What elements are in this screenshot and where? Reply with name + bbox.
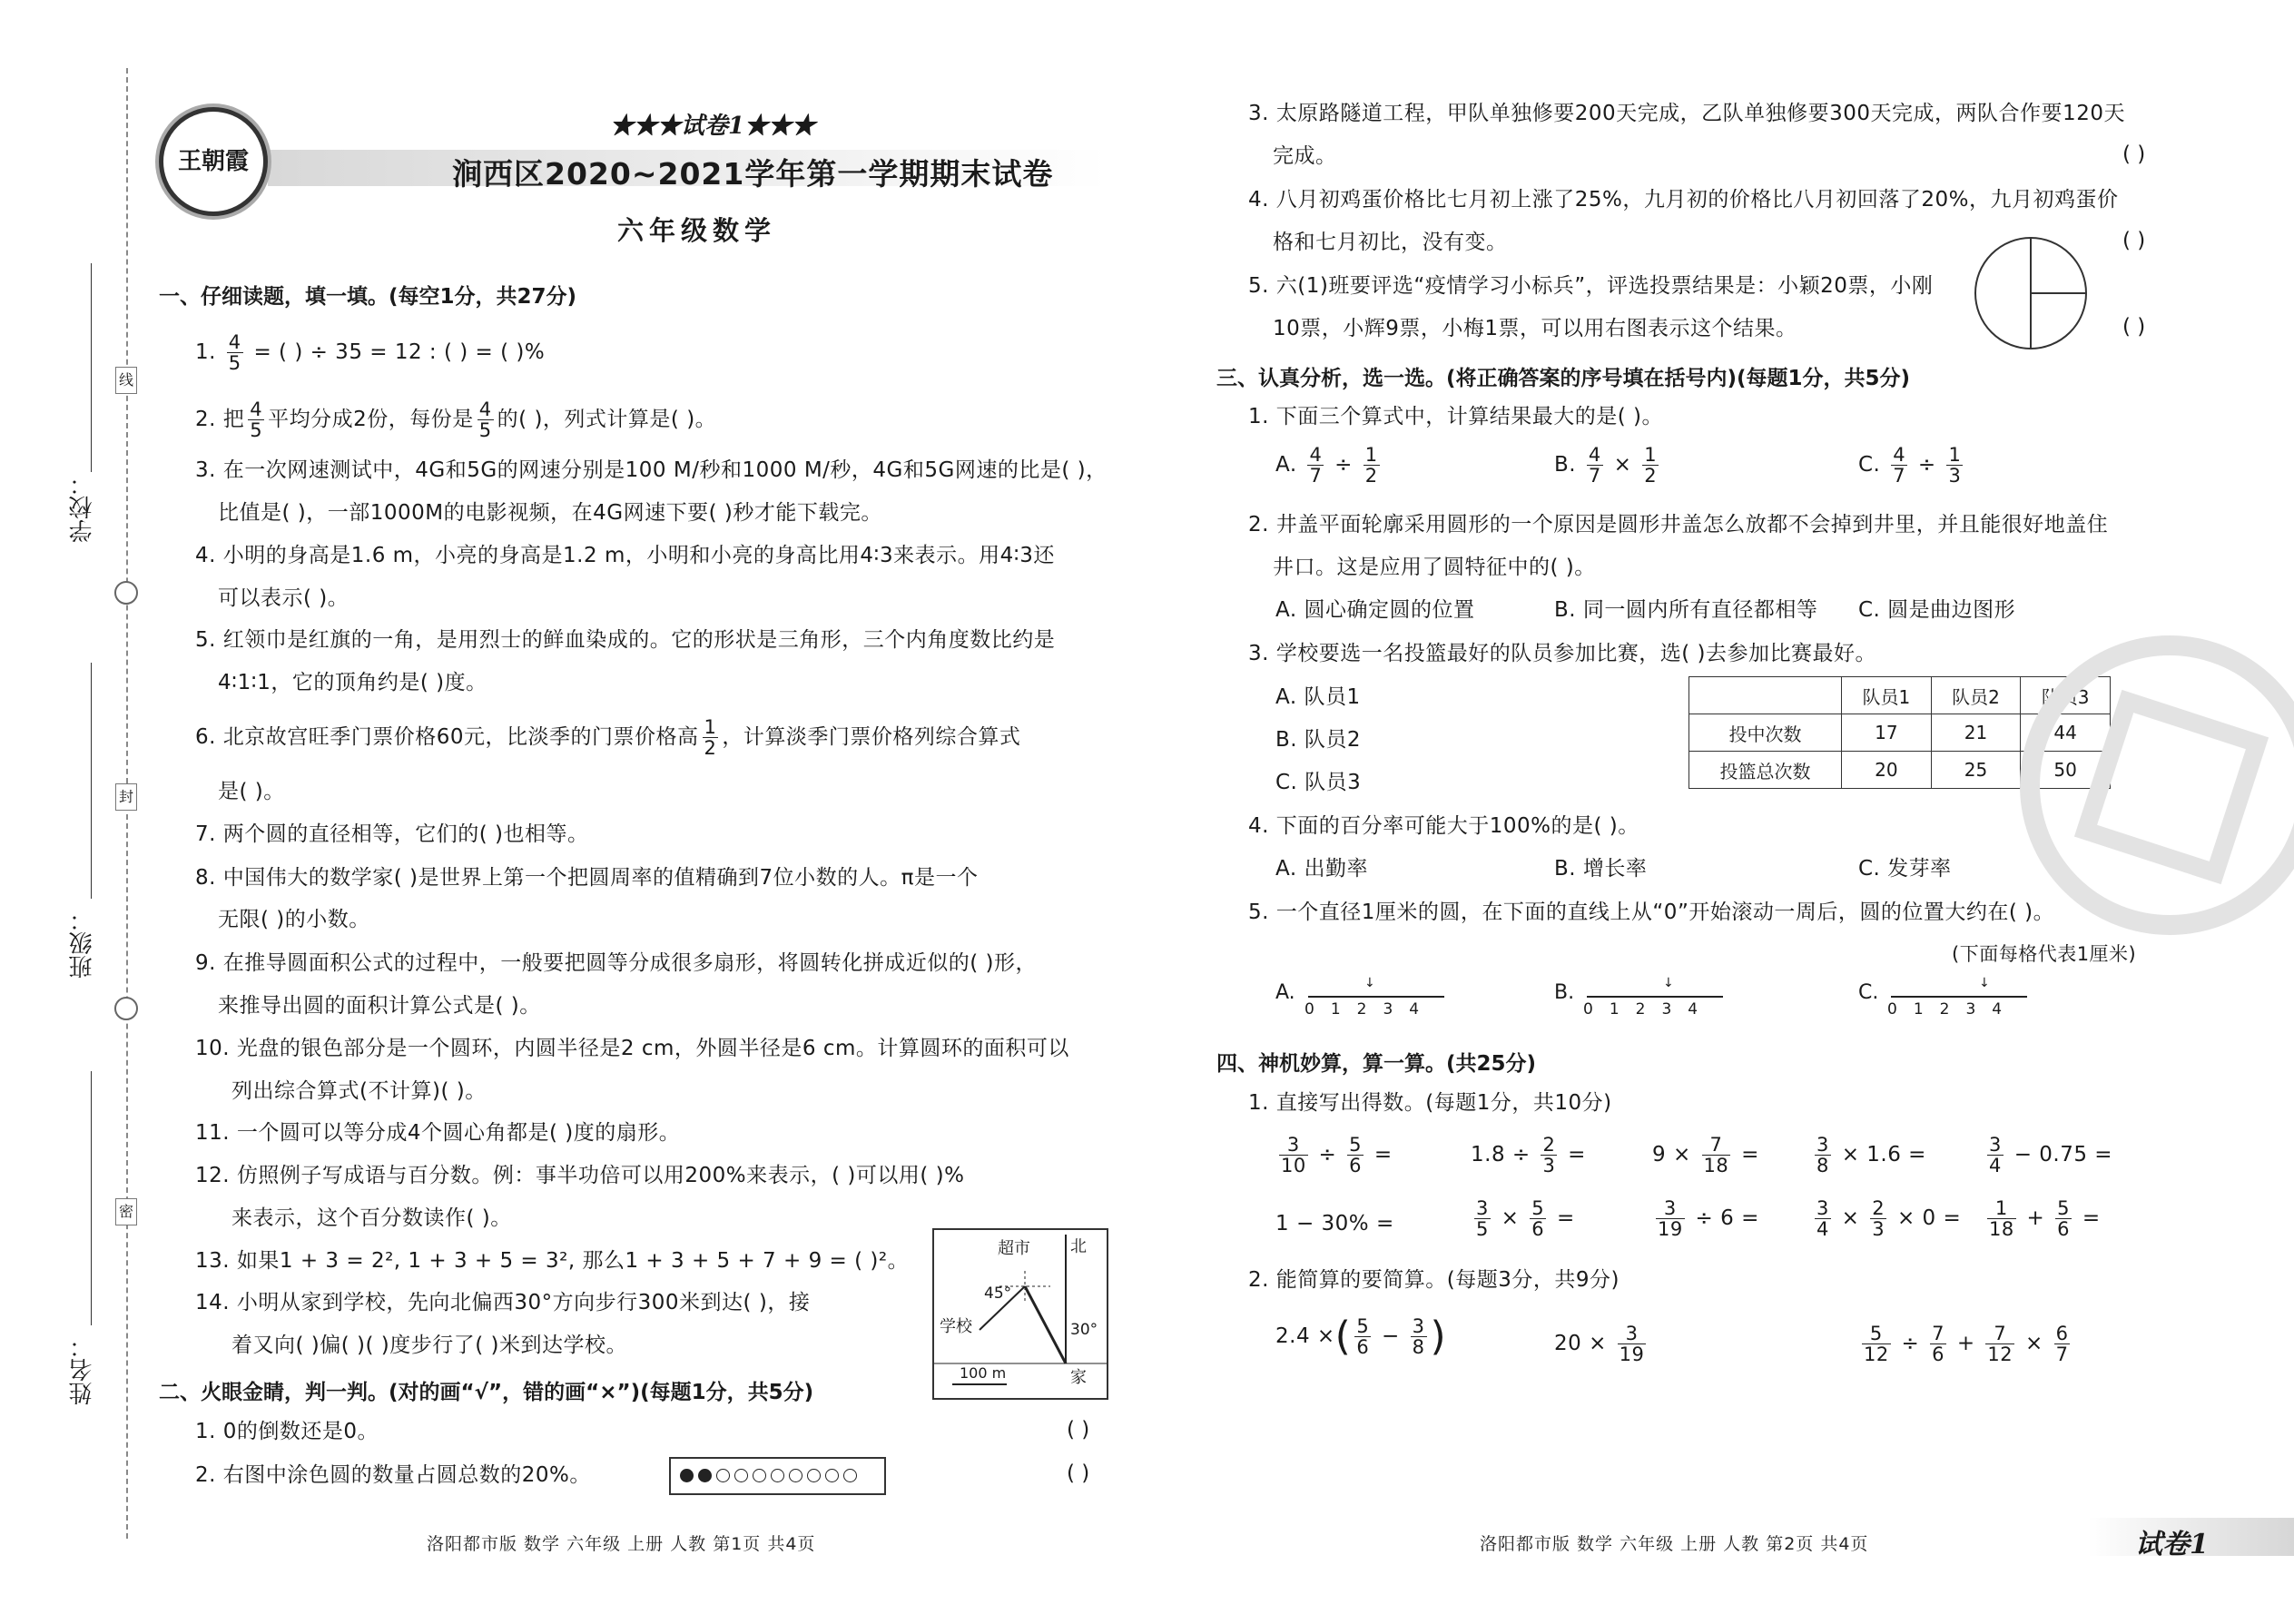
- simplify-2: [1554, 1324, 1649, 1364]
- axis-line: [1587, 996, 1723, 998]
- q1-14-l1: 14. 小明从家到学校，先向北偏西30°方向步行300米到达( )，接: [195, 1291, 811, 1314]
- table-header: [1689, 677, 1842, 714]
- calc-8: $\frac{3}{19}$ ÷ 6 =: [1658, 1197, 1759, 1240]
- number-line-c: [1858, 976, 2040, 1021]
- q3-2-l2: 井口。这是应用了圆特征中的( )。: [1273, 556, 1596, 579]
- circle-empty-icon: [771, 1469, 784, 1482]
- q3-4: 4. 下面的百分率可能大于100%的是( )。: [1248, 814, 1639, 838]
- fraction: $\frac{2}{3}$: [1872, 1197, 1885, 1240]
- q-number: 1.: [195, 340, 216, 364]
- fraction: $\frac{4}{5}$: [250, 399, 263, 441]
- q2-3-l1: 3. 太原路隧道工程，甲队单独修要200天完成，乙队单独修要300天完成，两队合作要120天: [1248, 102, 2125, 125]
- q2-4-l1: 4. 八月初鸡蛋价格比七月初上涨了25%，九月初的价格比八月初回落了20%，九月初鸡蛋价: [1248, 188, 2119, 212]
- q1-7: 7. 两个圆的直径相等，它们的( )也相等。: [195, 822, 589, 846]
- arrow-down-icon: ↓: [1364, 976, 1375, 990]
- q1-3-l2: 比值是( )，一部1000M的电影视频，在4G网速下要( )秒才能下载完。: [218, 501, 882, 525]
- table-cell: 50: [2021, 752, 2111, 789]
- equals: =: [1556, 1206, 1575, 1230]
- q2-5-blank[interactable]: ( ): [2122, 315, 2146, 339]
- axis-line: [1891, 996, 2027, 998]
- q2-1-blank[interactable]: ( ): [1067, 1418, 1090, 1442]
- map-home: 家: [1070, 1368, 1087, 1387]
- q3-2-l1: 2. 井盖平面轮廓采用圆形的一个原因是圆形井盖怎么放都不会掉到井里，并且能很好地盖住: [1248, 513, 2109, 536]
- q1-6-l2: 是( )。: [218, 780, 285, 803]
- equals: =: [2082, 1206, 2101, 1230]
- q1-9-l1: 9. 在推导圆面积公式的过程中，一般要把圆等分成很多扇形，将圆转化拼成近似的( )形，: [195, 951, 1038, 975]
- section1-title: 一、仔细读题，填一填。(每空1分，共27分): [159, 285, 577, 309]
- option-label: A.: [1275, 453, 1297, 477]
- q-text: 平均分成2份，每份是: [268, 408, 474, 431]
- q3-4-a: A. 出勤率: [1275, 857, 1368, 881]
- q-text: = ( ) ÷ 35 = 12 : ( ) = ( )%: [253, 340, 546, 364]
- circle-filled-icon: [698, 1469, 712, 1482]
- section4-title: 四、神机妙算，算一算。(共25分): [1216, 1052, 1537, 1076]
- fraction: $\frac{3}{5}$: [1476, 1197, 1489, 1240]
- calc-text: 2.4 ×: [1275, 1324, 1335, 1348]
- fraction: $\frac{4}{5}$: [228, 331, 241, 374]
- calc-10: $\frac{1}{18}$ + $\frac{5}{6}$ =: [1989, 1197, 2101, 1240]
- table-cell: 17: [1842, 714, 1932, 752]
- fraction: $\frac{3}{10}$: [1281, 1134, 1306, 1176]
- q1-4-l2: 可以表示( )。: [218, 586, 350, 610]
- name-label: 姓名：: [69, 1334, 96, 1405]
- q-text: 的( )，列式计算是( )。: [497, 408, 717, 431]
- circle-empty-icon: [825, 1469, 839, 1482]
- calc-9: $\frac{3}{4}$ × $\frac{2}{3}$ × 0 =: [1816, 1197, 1962, 1240]
- circle-empty-icon: [789, 1469, 802, 1482]
- q3-2-b: B. 同一圆内所有直径都相等: [1554, 598, 1818, 622]
- calc-1: $\frac{3}{10}$ ÷ $\frac{5}{6}$ =: [1281, 1134, 1393, 1176]
- fraction: $\frac{5}{6}$: [1531, 1197, 1545, 1240]
- q1-9-l2: 来推导出圆的面积计算公式是( )。: [218, 994, 541, 1018]
- circle-empty-icon: [734, 1469, 748, 1482]
- q-text: 2. 把: [195, 408, 245, 431]
- number-line-a: [1275, 976, 1457, 1021]
- binding-hole-icon: [114, 997, 138, 1020]
- class-label: 班级：: [69, 908, 96, 979]
- section3-title: 三、认真分析，选一选。(将正确答案的序号填在括号内)(每题1分，共5分): [1216, 367, 1911, 390]
- logo-text: 王朝霞: [177, 148, 249, 175]
- calc-5: [1984, 1135, 2112, 1176]
- circle-empty-icon: [716, 1469, 730, 1482]
- number-line-b: [1554, 976, 1736, 1021]
- fraction: $\frac{1}{2}$: [704, 716, 717, 759]
- table-header: 队员2: [1931, 677, 2021, 714]
- fraction: $\frac{1}{2}$: [1644, 444, 1658, 487]
- q1-1: [195, 332, 545, 373]
- q3-3-b: B. 队员2: [1275, 728, 1362, 752]
- q3-4-b: B. 增长率: [1554, 857, 1648, 881]
- calc-text: 1.8 ÷: [1471, 1143, 1531, 1166]
- option-label: B.: [1554, 453, 1577, 477]
- table-cell: 20: [1842, 752, 1932, 789]
- table-cell: 投中次数: [1689, 714, 1842, 752]
- fraction: $\frac{3}{8}$: [1412, 1315, 1425, 1358]
- table-cell: 25: [1931, 752, 2021, 789]
- q-text: 6. 北京故宫旺季门票价格60元，比淡季的门票价格高: [195, 725, 699, 749]
- q3-1-a: A. $\frac{4}{7}$ ÷ $\frac{1}{2}$: [1275, 444, 1378, 487]
- option-label: A.: [1275, 981, 1295, 1004]
- q1-13: 13. 如果1 + 3 = 2², 1 + 3 + 5 = 3², 那么1 + 3 + 5 + 7 + 9 = ( )²。: [195, 1249, 910, 1273]
- q4-sub2: 2. 能简算的要简算。(每题3分，共9分): [1248, 1268, 1620, 1292]
- q2-3-blank[interactable]: ( ): [2122, 143, 2146, 166]
- map-scale: 100 m: [960, 1364, 1007, 1382]
- table-cell: 44: [2021, 714, 2111, 752]
- option-label: B.: [1554, 981, 1575, 1004]
- fraction: $\frac{7}{6}$: [1932, 1323, 1945, 1365]
- q1-8-l2: 无限( )的小数。: [218, 908, 370, 931]
- vote-pie-chart: [1972, 234, 2090, 352]
- q3-2-a: A. 圆心确定圆的位置: [1275, 598, 1475, 622]
- map-angle1: 45°: [984, 1284, 1012, 1303]
- table-header: 队员1: [1842, 677, 1932, 714]
- option-label: C.: [1858, 981, 1879, 1004]
- q1-3-l1: 3. 在一次网速测试中，4G和5G的网速分别是100 M/秒和1000 M/秒，4G和5G网速的比是( )，: [195, 458, 1108, 482]
- binding-hole-icon: [114, 581, 138, 605]
- q3-1-b: B. $\frac{4}{7}$ × $\frac{1}{2}$: [1554, 444, 1658, 487]
- simplify-3: $\frac{5}{12}$ ÷ $\frac{7}{6}$ + $\frac{7}{12}$ × $\frac{6}{7}$: [1864, 1323, 2069, 1365]
- q3-1: 1. 下面三个算式中，计算结果最大的是( )。: [1248, 405, 1664, 428]
- calc-2: [1471, 1135, 1586, 1176]
- mark-mi: 密: [115, 1198, 137, 1225]
- exam-title: 涧西区2020~2021学年第一学期期末试卷: [452, 156, 1054, 192]
- q3-4-c: C. 发芽率: [1858, 857, 1952, 881]
- q2-1: 1. 0的倒数还是0。: [195, 1420, 379, 1443]
- fraction: $\frac{3}{19}$: [1619, 1323, 1645, 1365]
- table-cell: 投篮总次数: [1689, 752, 1842, 789]
- axis-ticks: 01234: [1887, 1000, 2019, 1019]
- q1-11: 11. 一个圆可以等分成4个圆心角都是( )度的扇形。: [195, 1121, 681, 1145]
- equals: =: [1943, 1206, 1962, 1230]
- q3-3-a: A. 队员1: [1275, 685, 1361, 709]
- equals: =: [1373, 1143, 1393, 1166]
- table-header: 队员3: [2021, 677, 2111, 714]
- watermark-glyph: [2074, 690, 2269, 884]
- fraction: $\frac{2}{3}$: [1542, 1134, 1556, 1176]
- calc-7: $\frac{3}{5}$ × $\frac{5}{6}$ =: [1476, 1197, 1575, 1240]
- q1-5-l2: 4∶1∶1，它的顶角约是( )度。: [218, 671, 487, 694]
- circle-filled-icon: [680, 1469, 694, 1482]
- circle-empty-icon: [843, 1469, 857, 1482]
- q1-10-l1: 10. 光盘的银色部分是一个圆环，内圆半径是2 cm，外圆半径是6 cm。计算圆环的面积可以: [195, 1037, 1069, 1060]
- fraction: $\frac{5}{6}$: [2057, 1197, 2071, 1240]
- fraction: $\frac{5}{6}$: [1356, 1315, 1370, 1358]
- watermark-seal: [2020, 635, 2294, 935]
- q3-3-c: C. 队员3: [1275, 771, 1362, 794]
- arrow-down-icon: ↓: [1979, 976, 1990, 990]
- simplify-1: 2.4 ×( $\frac{5}{6}$ − $\frac{3}{8}$ ): [1275, 1313, 1447, 1360]
- map-angle2: 30°: [1070, 1321, 1098, 1339]
- class-line: [91, 663, 92, 899]
- q1-6-l1: [195, 717, 1020, 758]
- exam-subject: 六年级数学: [617, 215, 777, 246]
- fraction: $\frac{5}{12}$: [1864, 1323, 1889, 1365]
- q1-5-l1: 5. 红领巾是红旗的一角，是用烈士的鲜血染成的。它的形状是三角形，三个内角度数比约是: [195, 628, 1056, 652]
- q3-1-c: C. $\frac{4}{7}$ ÷ $\frac{1}{3}$: [1858, 444, 1962, 487]
- circle-empty-icon: [753, 1469, 766, 1482]
- q2-4-l2: 格和七月初比，没有变。: [1273, 231, 1508, 254]
- fraction: $\frac{1}{2}$: [1364, 444, 1378, 487]
- fraction: $\frac{3}{19}$: [1658, 1197, 1683, 1240]
- q1-12-l2: 来表示，这个百分数读作( )。: [231, 1206, 512, 1230]
- equals: =: [1741, 1143, 1759, 1166]
- direction-map: [932, 1228, 1108, 1400]
- q3-2-c: C. 圆是曲边图形: [1858, 598, 2016, 622]
- fraction: $\frac{6}{7}$: [2055, 1323, 2069, 1365]
- axis-ticks: 01234: [1305, 1000, 1436, 1019]
- fraction: $\frac{3}{4}$: [1816, 1197, 1829, 1240]
- q1-2: [195, 399, 716, 440]
- calc-6: 1 − 30% =: [1275, 1212, 1394, 1235]
- fraction: $\frac{3}{4}$: [1989, 1134, 2002, 1176]
- arrow-down-icon: ↓: [1663, 976, 1674, 990]
- name-line: [91, 1071, 92, 1325]
- school-line: [91, 263, 92, 472]
- fraction: $\frac{7}{12}$: [1987, 1323, 2013, 1365]
- q2-5-l1: 5. 六(1)班要评选“疫情学习小标兵”，评选投票结果是：小颖20票，小刚: [1248, 274, 1934, 298]
- q3-3: 3. 学校要选一名投篮最好的队员参加比赛，选( )去参加比赛最好。: [1248, 642, 1877, 665]
- fraction: $\frac{1}{18}$: [1989, 1197, 2014, 1240]
- axis-ticks: 01234: [1583, 1000, 1715, 1019]
- school-label: 学校：: [69, 472, 96, 543]
- calc-text: × 1.6 =: [1841, 1143, 1926, 1166]
- q1-10-l2: 列出综合算式(不计算)( )。: [231, 1079, 487, 1103]
- q1-14-l2: 着又向( )偏( )( )度步行了( )米到达学校。: [231, 1334, 628, 1357]
- axis-line: [1308, 996, 1444, 998]
- q3-5-note: (下面每格代表1厘米): [1952, 943, 2137, 965]
- footer-right: 洛阳都市版 数学 六年级 上册 人教 第2页 共4页: [1480, 1534, 1869, 1554]
- q1-12-l1: 12. 仿照例子写成语与百分数。例：事半功倍可以用200%来表示，( )可以用( )%: [195, 1164, 965, 1187]
- q4-sub1: 1. 直接写出得数。(每题1分，共10分): [1248, 1091, 1612, 1115]
- fraction: $\frac{5}{6}$: [1349, 1134, 1363, 1176]
- series-badge: ★★★试卷1★★★: [610, 113, 816, 140]
- q2-4-blank[interactable]: ( ): [2122, 229, 2146, 252]
- map-north: 北: [1070, 1237, 1087, 1256]
- map-supermarket: 超市: [998, 1239, 1030, 1258]
- calc-text: 9 ×: [1652, 1143, 1691, 1166]
- calc-text: 20 ×: [1554, 1332, 1607, 1355]
- q1-8-l1: 8. 中国伟大的数学家( )是世界上第一个把圆周率的值精确到7位小数的人。π是一个: [195, 866, 979, 890]
- fraction: $\frac{7}{18}$: [1703, 1134, 1729, 1176]
- equals: =: [1741, 1206, 1759, 1230]
- logo-seal: [159, 107, 268, 216]
- map-school: 学校: [940, 1317, 972, 1336]
- footer-left: 洛阳都市版 数学 六年级 上册 人教 第1页 共4页: [427, 1534, 816, 1554]
- option-label: C.: [1858, 453, 1881, 477]
- q2-2-blank[interactable]: ( ): [1067, 1462, 1090, 1485]
- q2-2: 2. 右图中涂色圆的数量占圆总数的20%。: [195, 1463, 591, 1487]
- equals: =: [1568, 1143, 1586, 1166]
- calc-3: [1652, 1135, 1759, 1176]
- fraction: $\frac{1}{3}$: [1948, 444, 1962, 487]
- table-cell: 21: [1931, 714, 2021, 752]
- section2-title: 二、火眼金睛，判一判。(对的画“√”，错的画“×”)(每题1分，共5分): [159, 1381, 814, 1404]
- q1-4-l1: 4. 小明的身高是1.6 m，小亮的身高是1.2 m，小明和小亮的身高比用4∶3来表示。用4∶3还: [195, 544, 1055, 567]
- q2-3-l2: 完成。: [1273, 144, 1337, 168]
- fraction: $\frac{4}{7}$: [1309, 444, 1323, 487]
- circles-figure: [669, 1457, 886, 1495]
- footer-badge: 试卷1: [2135, 1529, 2209, 1560]
- mark-feng: 封: [115, 783, 137, 811]
- fraction: $\frac{4}{5}$: [478, 399, 492, 441]
- calc-4: [1811, 1135, 1926, 1176]
- q2-5-l2: 10票，小辉9票，小梅1票，可以用右图表示这个结果。: [1273, 317, 1797, 340]
- q-text: ，计算淡季门票价格列综合算式: [722, 725, 1021, 749]
- q3-5: 5. 一个直径1厘米的圆，在下面的直线上从“0”开始滚动一周后，圆的位置大约在( )。: [1248, 901, 2055, 924]
- fraction: $\frac{4}{7}$: [1588, 444, 1601, 487]
- fraction: $\frac{3}{8}$: [1816, 1134, 1829, 1176]
- fraction: $\frac{4}{7}$: [1893, 444, 1906, 487]
- circle-empty-icon: [807, 1469, 821, 1482]
- mark-xian: 线: [115, 367, 137, 394]
- calc-text: − 0.75 =: [2013, 1143, 2113, 1166]
